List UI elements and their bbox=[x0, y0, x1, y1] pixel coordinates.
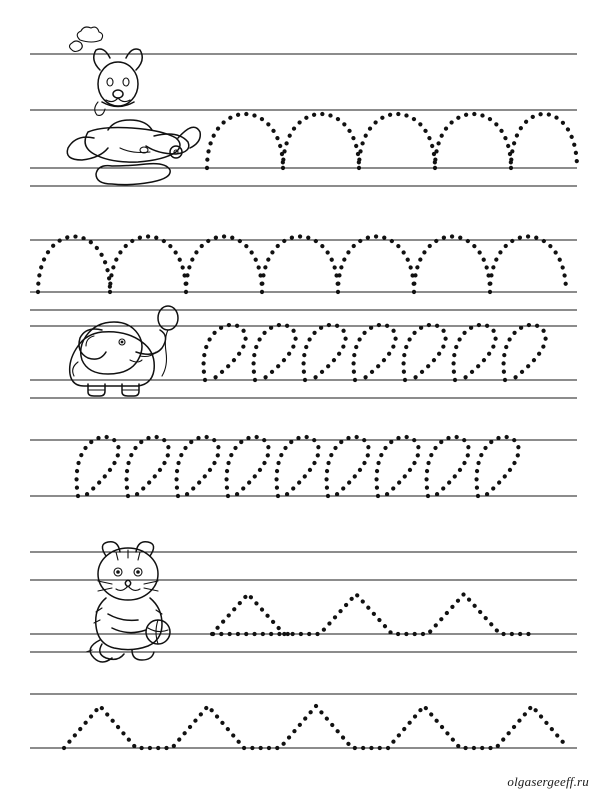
line-2a-ruling bbox=[30, 310, 577, 380]
line-2b-ruling bbox=[30, 398, 577, 496]
line-1a-ruling bbox=[30, 54, 577, 168]
trace-line-3b bbox=[64, 706, 568, 748]
tiger-cub-icon bbox=[86, 542, 170, 662]
row-1-group bbox=[30, 27, 577, 292]
trace-line-2a bbox=[204, 325, 546, 380]
trace-line-3a bbox=[212, 594, 536, 634]
line-3a-ruling bbox=[30, 552, 577, 634]
trace-line-1a bbox=[207, 114, 577, 168]
line-3b-ruling bbox=[30, 652, 577, 748]
trace-line-1b bbox=[38, 237, 566, 293]
puppy-in-airplane-icon bbox=[67, 27, 200, 185]
elephant-with-balloon-icon bbox=[70, 306, 178, 396]
site-credit: olgasergeeff.ru bbox=[507, 774, 589, 789]
trace-line-2b bbox=[77, 437, 519, 496]
row-3-group bbox=[30, 542, 577, 748]
row-2-group bbox=[30, 306, 577, 496]
